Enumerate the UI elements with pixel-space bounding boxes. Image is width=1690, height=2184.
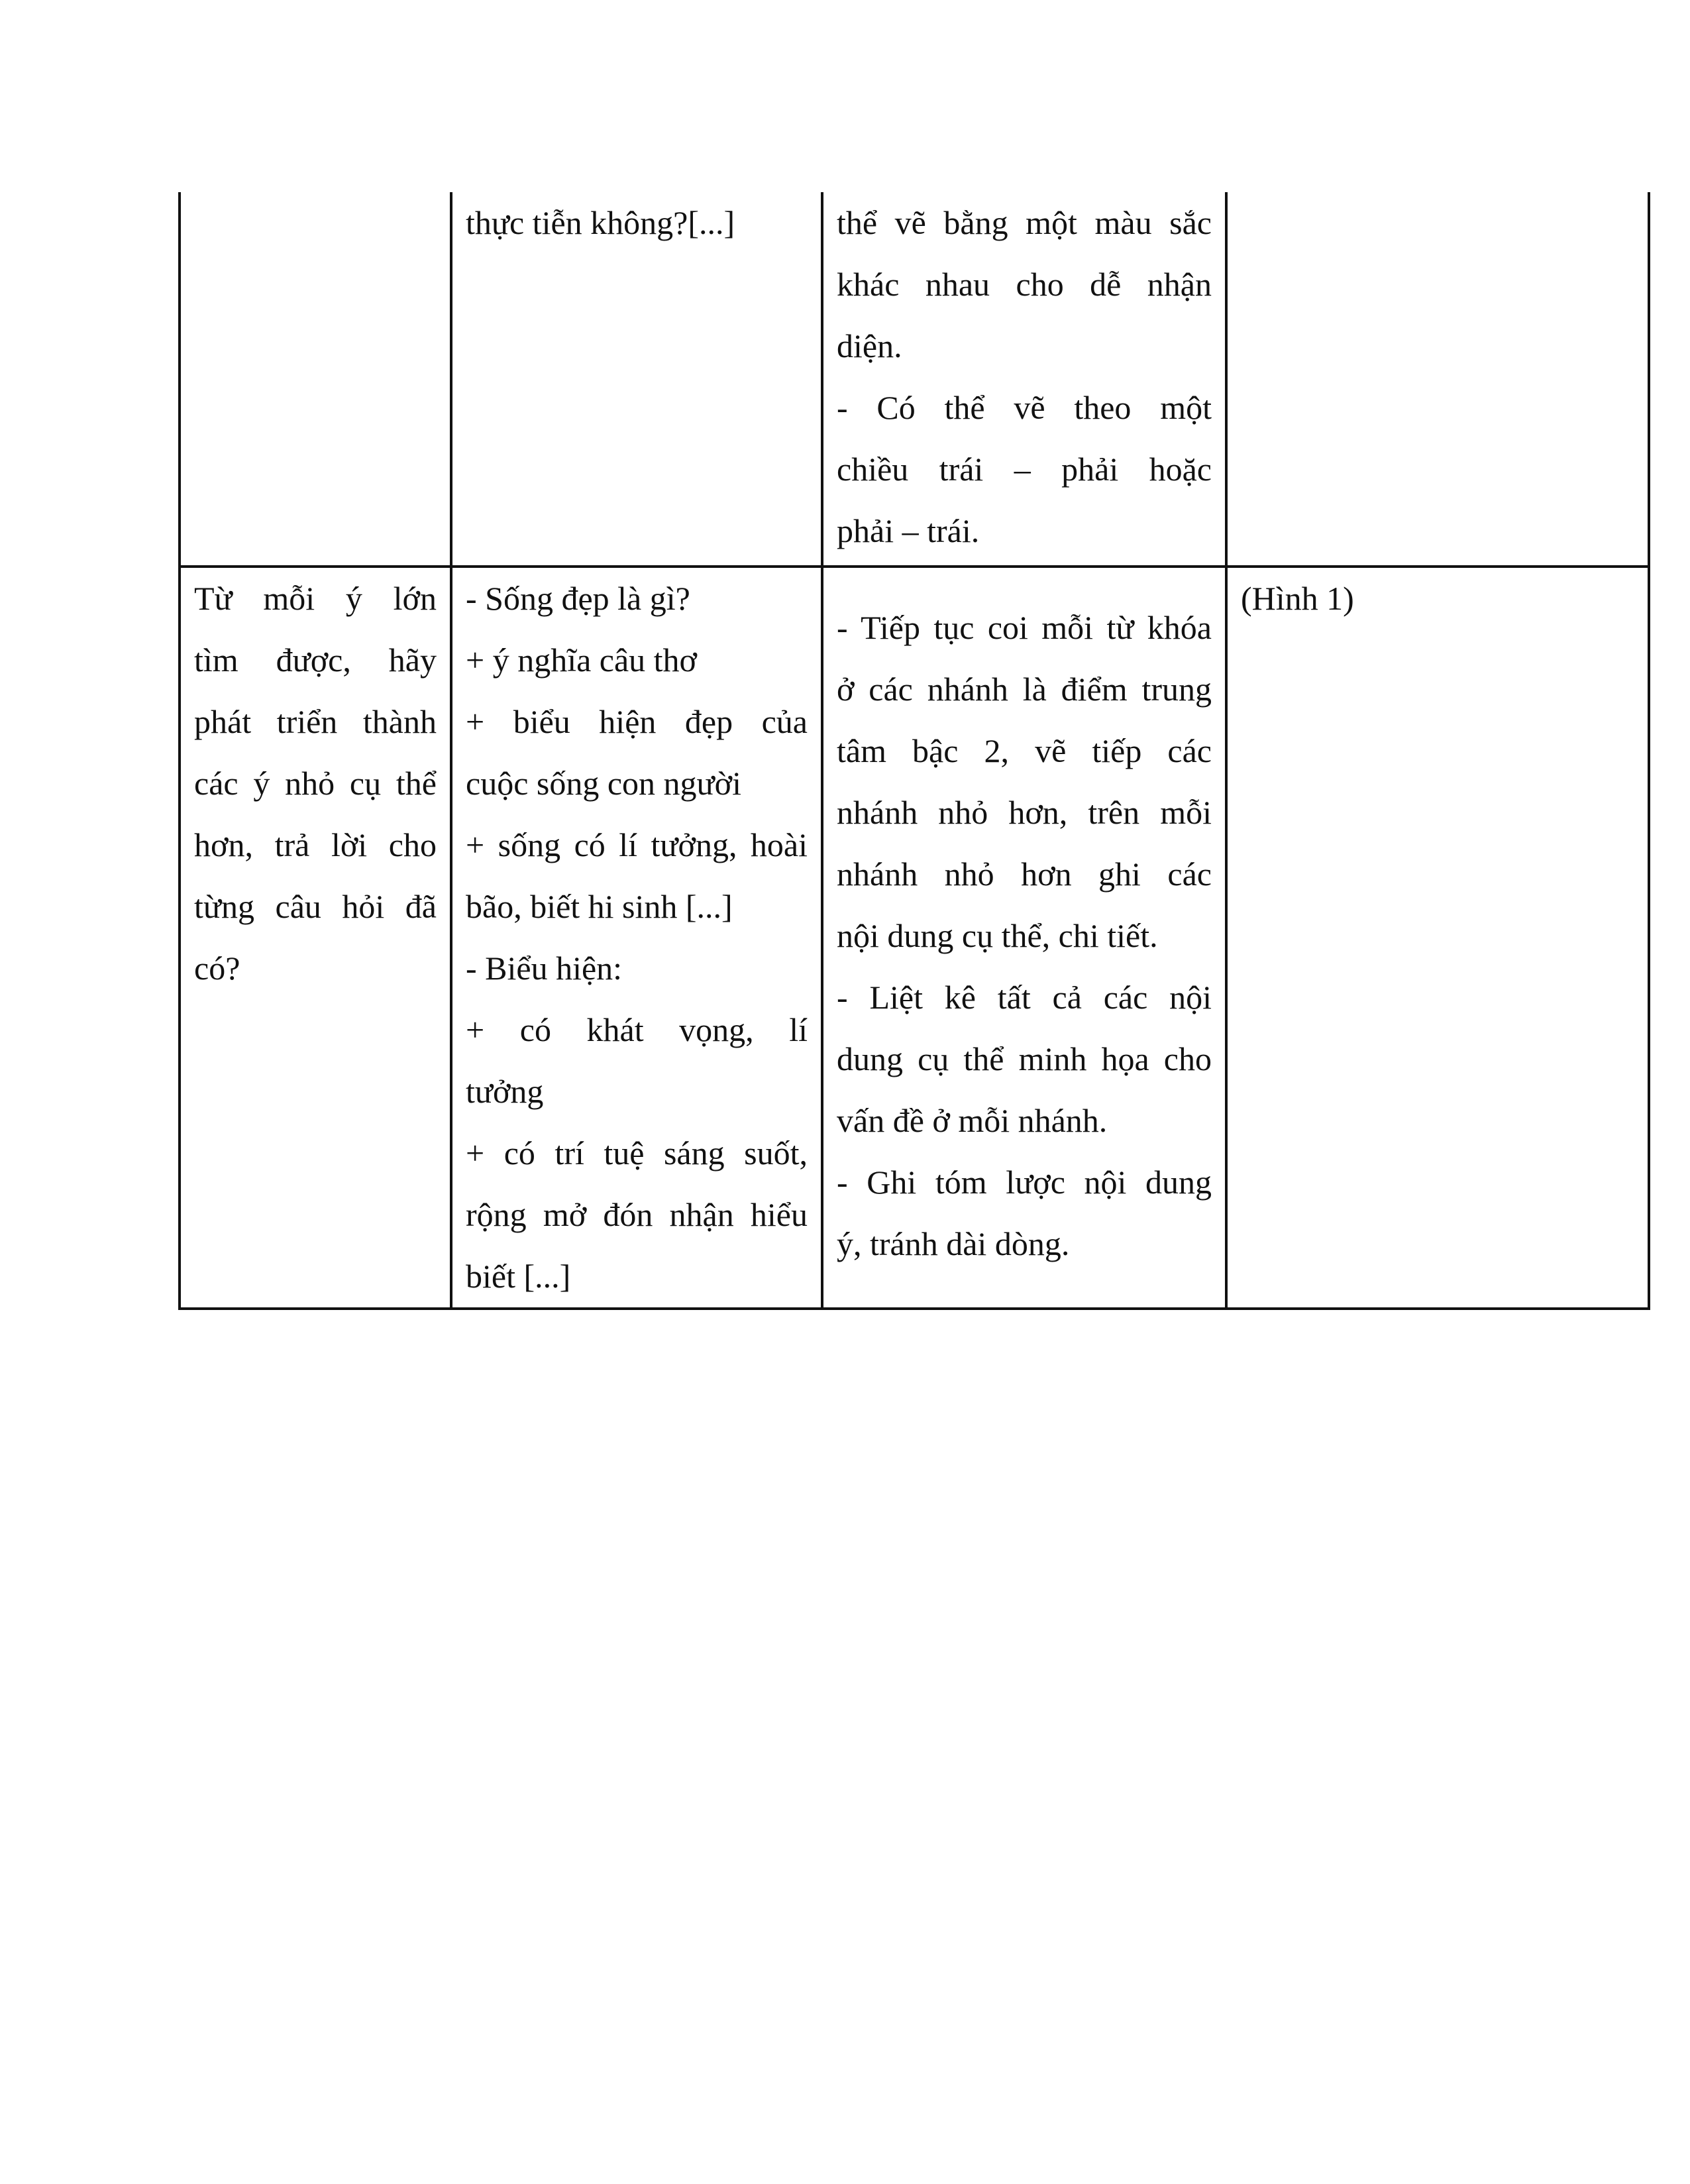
cell-text-line: - Biểu hiện: <box>466 950 623 987</box>
cell-text-line: phải – trái. <box>837 512 980 549</box>
cell-text-line: dung cụ thể minh họa cho <box>837 1040 1212 1077</box>
cell-text-line: + có trí tuệ sáng suốt, <box>466 1134 808 1172</box>
cell-text-line: + ý nghĩa câu thơ <box>466 641 697 679</box>
cell-text-line: ý, tránh dài dòng. <box>837 1225 1070 1262</box>
cell-text-line: - Có thể vẽ theo một <box>837 389 1212 426</box>
table-cell-r1-c1 <box>180 192 451 567</box>
cell-text-line: nội dung cụ thể, chi tiết. <box>837 917 1158 954</box>
cell-text-line: vấn đề ở mỗi nhánh. <box>837 1102 1108 1139</box>
cell-text-line: - Ghi tóm lược nội dung <box>837 1164 1212 1201</box>
content-table <box>178 192 1650 1310</box>
table-row <box>180 192 1649 567</box>
cell-text-line: nhánh nhỏ hơn, trên mỗi <box>837 794 1212 831</box>
cell-text-line: phát triển thành <box>194 703 437 740</box>
cell-text-line: thể vẽ bằng một màu sắc <box>837 204 1212 241</box>
table-cell-r1-c2 <box>451 192 822 567</box>
cell-text-line: + biểu hiện đẹp của <box>466 703 808 740</box>
cell-text-line: (Hình 1) <box>1241 580 1354 617</box>
cell-text-line: khác nhau cho dễ nhận <box>837 266 1212 303</box>
table-cell-r2-c4 <box>1226 567 1649 1309</box>
cell-text-line: - Sống đẹp là gì? <box>466 580 690 617</box>
cell-text-line: chiều trái – phải hoặc <box>837 451 1212 488</box>
cell-text-line: có? <box>194 950 240 987</box>
table-cell-r2-c3 <box>822 567 1226 1309</box>
cell-text-line: - Liệt kê tất cả các nội <box>837 979 1212 1016</box>
cell-text-line: + có khát vọng, lí <box>466 1011 808 1048</box>
cell-text-line: thực tiễn không?[...] <box>466 204 735 241</box>
cell-text-line: Từ mỗi ý lớn <box>194 580 437 617</box>
cell-text-line: tưởng <box>466 1073 544 1110</box>
cell-text-line: biết [...] <box>466 1258 571 1295</box>
cell-text-line: rộng mở đón nhận hiểu <box>466 1196 808 1233</box>
cell-text-line: ở các nhánh là điểm trung <box>837 671 1212 708</box>
cell-text-line: cuộc sống con người <box>466 765 741 802</box>
table-cell-r1-c3 <box>822 192 1226 567</box>
cell-text-line: nhánh nhỏ hơn ghi các <box>837 855 1212 893</box>
cell-text-line: tìm được, hãy <box>194 641 437 679</box>
cell-text-line: từng câu hỏi đã <box>194 888 437 925</box>
cell-text-line: các ý nhỏ cụ thể <box>194 765 437 802</box>
cell-text-line: bão, biết hi sinh [...] <box>466 888 733 925</box>
cell-text-line: tâm bậc 2, vẽ tiếp các <box>837 732 1212 769</box>
cell-text-line: hơn, trả lời cho <box>194 826 437 863</box>
table-cell-r2-c1 <box>180 567 451 1309</box>
table-cell-r1-c4 <box>1226 192 1649 567</box>
table-cell-r2-c2 <box>451 567 822 1309</box>
table-row <box>180 567 1649 1309</box>
cell-text-line: + sống có lí tưởng, hoài <box>466 826 808 863</box>
cell-text-line: - Tiếp tục coi mỗi từ khóa <box>837 609 1212 646</box>
cell-text-line: diện. <box>837 327 902 364</box>
